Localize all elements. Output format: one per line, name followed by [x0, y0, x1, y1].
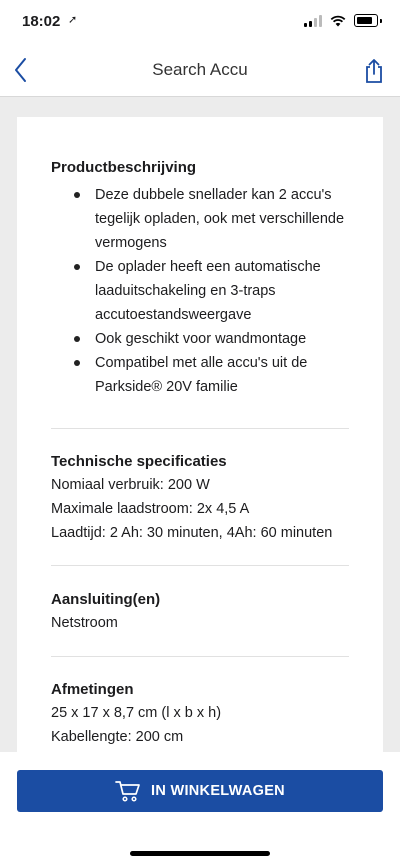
spec-line: Laadtijd: 2 Ah: 30 minuten, 4Ah: 60 minuten	[51, 525, 333, 541]
list-item: Compatibel met alle accu's uit de Parkside® 20V familie	[51, 351, 351, 399]
connection-line: Netstroom	[51, 615, 118, 631]
wifi-icon	[330, 15, 346, 27]
product-details[interactable]	[0, 97, 400, 752]
dimensions-section	[51, 679, 351, 749]
cart-icon	[115, 780, 141, 802]
battery-tip	[380, 19, 382, 23]
nav-bar	[0, 44, 400, 97]
description-section	[51, 157, 351, 399]
divider	[51, 428, 349, 429]
section-title: Aansluiting(en)	[51, 591, 161, 608]
spec-line: Nomiaal verbruik: 200 W	[51, 477, 210, 493]
spec-line: Maximale laadstroom: 2x 4,5 A	[51, 501, 250, 517]
location-icon: ➚	[68, 14, 78, 26]
divider	[51, 656, 349, 657]
connection-section	[51, 589, 351, 635]
battery-icon	[354, 14, 378, 27]
status-time: 18:02	[22, 13, 61, 30]
dimension-line: Kabellengte: 200 cm	[51, 729, 184, 745]
description-list	[51, 183, 351, 399]
add-to-cart-button[interactable]	[17, 770, 383, 812]
signal-icon	[304, 15, 322, 27]
section-title: Productbeschrijving	[51, 159, 197, 176]
home-indicator	[130, 851, 270, 856]
page-title: Search Accu	[152, 60, 248, 79]
status-icons	[304, 14, 382, 27]
specs-section	[51, 451, 351, 545]
cta-area	[0, 752, 400, 866]
details-card	[17, 117, 383, 752]
section-title: Afmetingen	[51, 681, 134, 698]
section-title: Technische specificaties	[51, 453, 227, 470]
list-item: Deze dubbele snellader kan 2 accu's tegelijk opladen, ook met verschillende vermogens	[51, 183, 351, 255]
add-to-cart-label: IN WINKELWAGEN	[151, 783, 285, 799]
list-item: De oplader heeft een automatische laaduitschakeling en 3-traps accutoestandsweergave	[51, 255, 351, 327]
dimension-line: 25 x 17 x 8,7 cm (l x b x h)	[51, 705, 222, 721]
share-button[interactable]	[362, 57, 386, 85]
divider	[51, 565, 349, 566]
status-bar	[0, 0, 400, 44]
list-item: Ook geschikt voor wandmontage	[51, 327, 351, 351]
